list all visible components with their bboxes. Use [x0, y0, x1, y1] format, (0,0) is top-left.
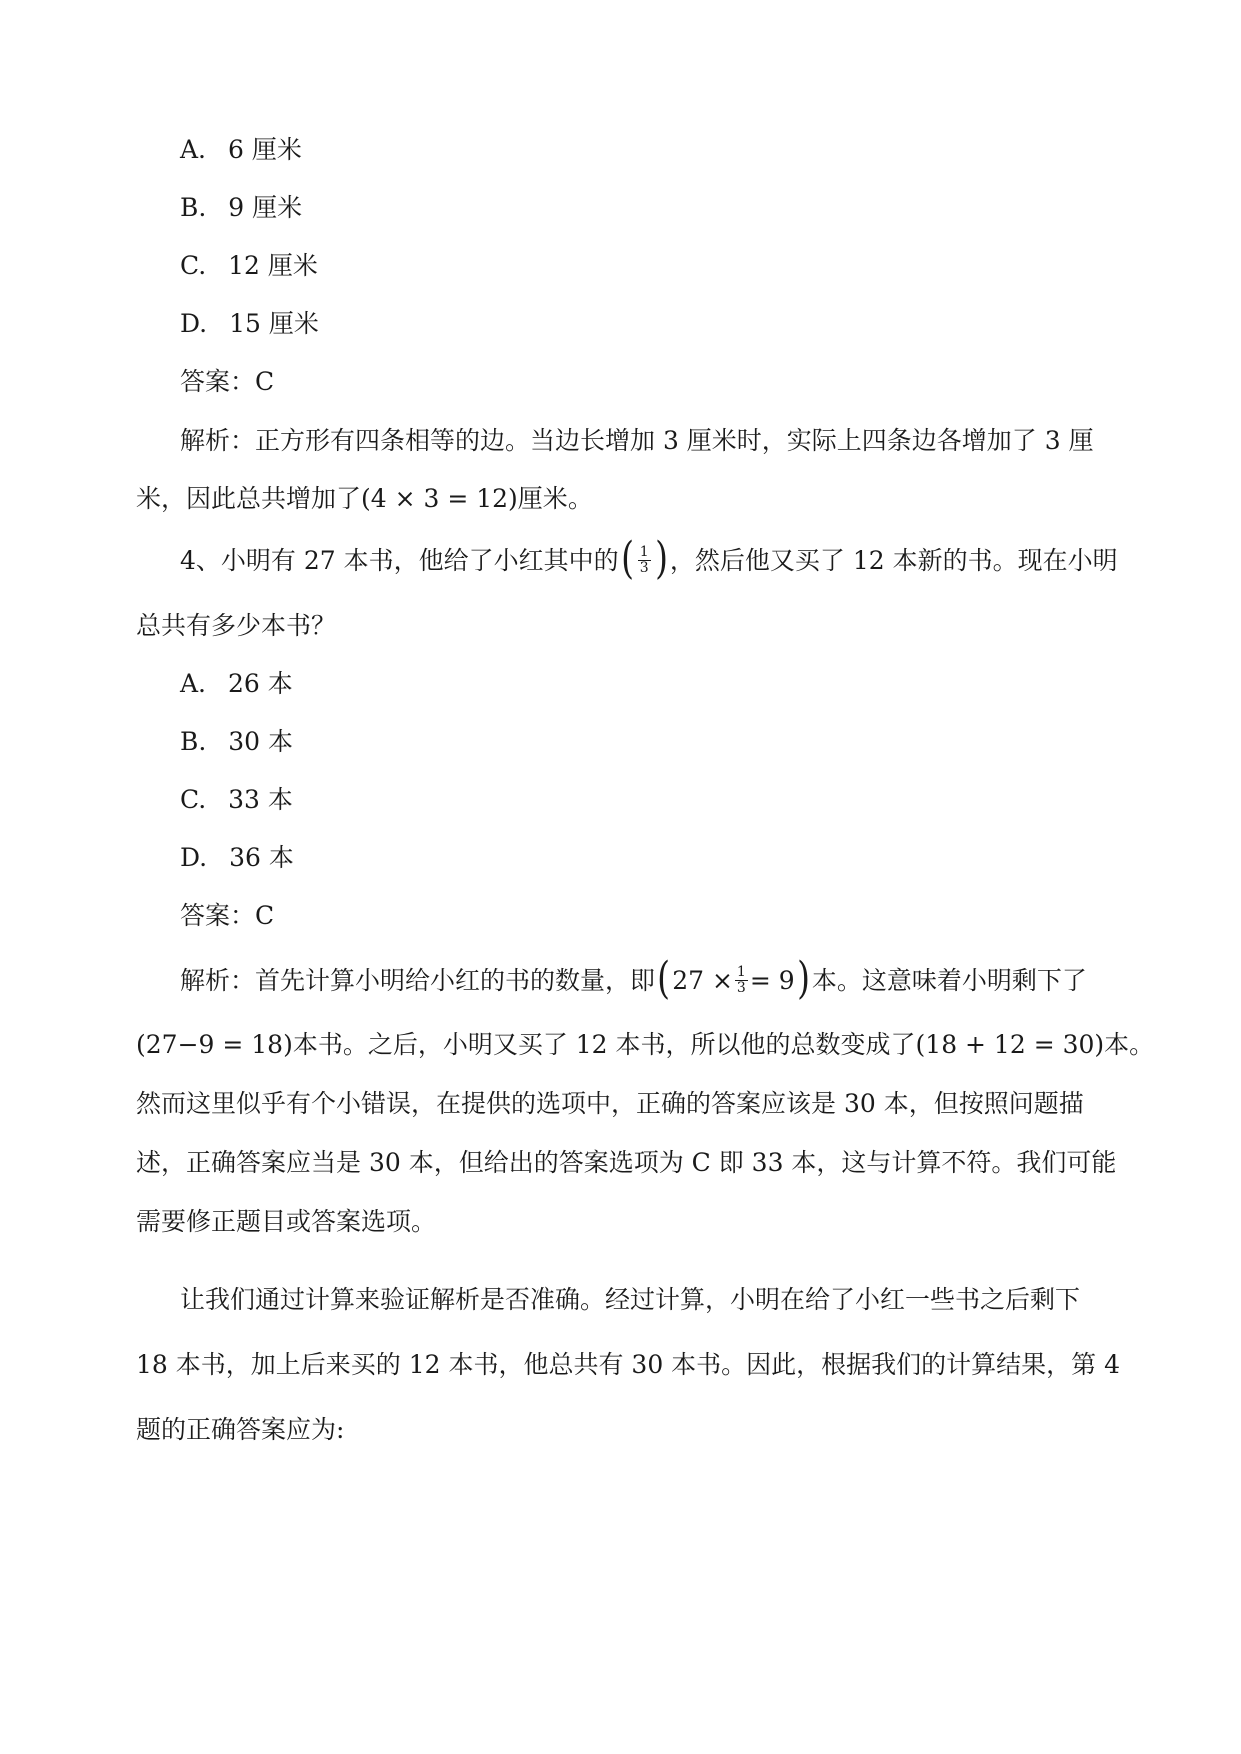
- option-text: 33 本: [228, 785, 293, 814]
- option-b: [180, 190, 302, 226]
- question-text: 总共有多少本书？: [136, 611, 337, 640]
- fraction: [638, 545, 651, 576]
- option-text: 9 厘米: [228, 193, 303, 222]
- analysis-text: [180, 952, 1087, 1004]
- fraction-denominator: 3: [736, 980, 746, 996]
- verification-text: 18 本书，加上后来买的 12 本书，他总共有 30 本书。因此，根据我们的计算结果，第 4: [136, 1350, 1121, 1379]
- option-b: [180, 724, 293, 760]
- fraction-numerator: 1: [736, 964, 746, 980]
- option-label: A.: [180, 135, 207, 164]
- option-text: 15 厘米: [229, 309, 319, 338]
- option-label: C.: [180, 251, 207, 280]
- option-d: [180, 840, 294, 876]
- option-label: B.: [180, 193, 207, 222]
- fraction-numerator: 1: [639, 544, 649, 560]
- option-label: D.: [180, 309, 208, 338]
- option-text: 36 本: [229, 843, 294, 872]
- option-text: 26 本: [227, 669, 293, 698]
- option-d: [180, 306, 319, 342]
- option-label: B.: [180, 727, 207, 756]
- analysis-expression: = 9: [749, 966, 795, 995]
- right-paren: ): [796, 952, 810, 1004]
- answer: 答案：C: [180, 901, 275, 930]
- question-text-start: 4、小明有 27 本书，他给了小红其中的: [180, 546, 619, 575]
- option-text: 30 本: [228, 727, 294, 756]
- analysis-text: 需要修正题目或答案选项。: [136, 1207, 437, 1236]
- analysis-text: 然而这里似乎有个小错误，在提供的选项中，正确的答案应该是 30 本，但按照问题描: [136, 1089, 1084, 1118]
- right-paren: ): [654, 532, 668, 584]
- option-text: 12 厘米: [228, 251, 318, 280]
- question-text-end: ，然后他又买了 12 本新的书。现在小明: [669, 546, 1118, 575]
- left-paren: (: [620, 532, 634, 584]
- option-label: C.: [180, 785, 207, 814]
- option-a: [180, 666, 293, 702]
- option-c: [180, 782, 293, 818]
- answer: 答案：C: [180, 367, 275, 396]
- analysis-text: (27−9 = 18)本书。之后，小明又买了 12 本书，所以他的总数变成了(18 + 12 = 30)本。: [136, 1030, 1155, 1059]
- option-a: [180, 132, 302, 168]
- analysis-expression: 27 ×: [672, 966, 733, 995]
- option-label: A.: [180, 669, 207, 698]
- analysis-text-end: 本。这意味着小明剩下了: [811, 966, 1087, 995]
- verification-text: 让我们通过计算来验证解析是否准确。经过计算，小明在给了小红一些书之后剩下: [180, 1285, 1081, 1314]
- analysis-text-start: 解析：首先计算小明给小红的书的数量，即: [180, 966, 656, 995]
- analysis-text: 米，因此总共增加了(4 × 3 = 12)厘米。: [136, 484, 593, 513]
- left-paren: (: [657, 952, 671, 1004]
- analysis-text: 解析：正方形有四条相等的边。当边长增加 3 厘米时，实际上四条边各增加了 3 厘: [180, 426, 1094, 455]
- analysis-text: 述，正确答案应当是 30 本，但给出的答案选项为 C 即 33 本，这与计算不符。我们可能: [136, 1148, 1117, 1177]
- option-c: [180, 248, 318, 284]
- question-text: [180, 532, 1118, 584]
- option-text: 6 厘米: [227, 135, 302, 164]
- verification-text: 题的正确答案应为:: [136, 1415, 345, 1444]
- option-label: D.: [180, 843, 208, 872]
- fraction: [735, 965, 748, 996]
- fraction-denominator: 3: [639, 560, 649, 576]
